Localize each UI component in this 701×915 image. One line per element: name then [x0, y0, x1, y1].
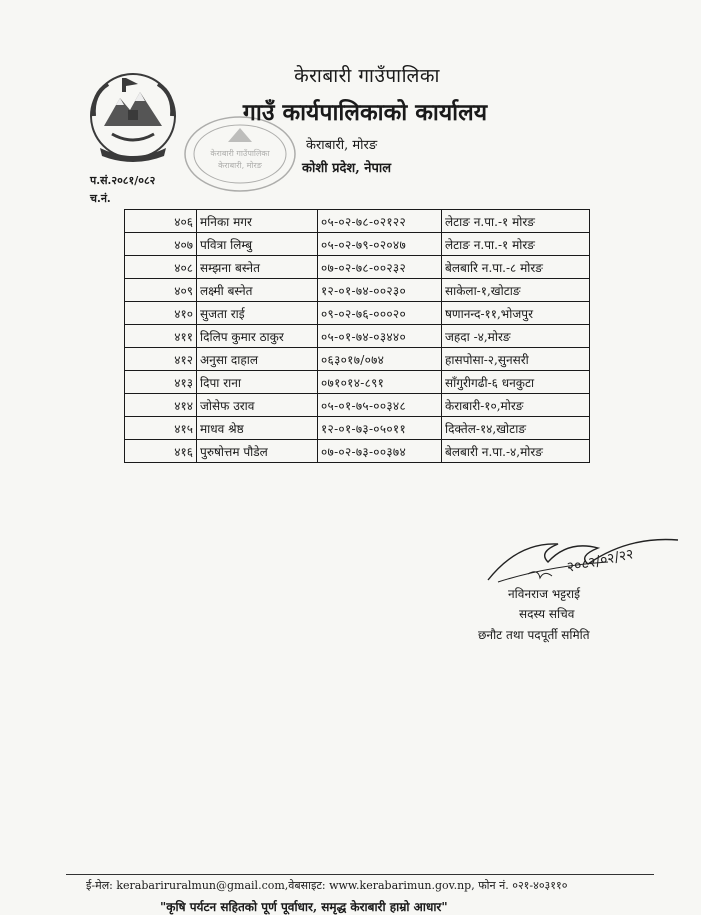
address-cell: लेटाङ न.पा.-१ मोरङ [442, 210, 590, 233]
serial-cell: ४०६ [125, 210, 197, 233]
address-cell: साकेला-१,खोटाङ [442, 279, 590, 302]
name-cell: माधव श्रेष्ठ [197, 417, 318, 440]
name-cell: जोसेफ उराव [197, 394, 318, 417]
serial-cell: ४१५ [125, 417, 197, 440]
candidate-table [124, 209, 590, 463]
name-cell: अनुसा दाहाल [197, 348, 318, 371]
svg-text:केराबारी, मोरङ: केराबारी, मोरङ [218, 161, 262, 170]
address-cell: केराबारी-१०,मोरङ [442, 394, 590, 417]
table-row [125, 371, 590, 394]
serial-cell: ४११ [125, 325, 197, 348]
address-line-2: कोशी प्रदेश, नेपाल [302, 161, 392, 176]
table-row [125, 210, 590, 233]
municipality-name: केराबारी गाउँपालिका [294, 65, 440, 87]
svg-text:केराबारी गाउँपालिका: केराबारी गाउँपालिका [210, 149, 270, 158]
serial-cell: ४१४ [125, 394, 197, 417]
citizenship-cell: ०७१०१४-८९१ [318, 371, 442, 394]
nepal-government-emblem-icon [82, 64, 184, 166]
name-cell: लक्ष्मी बस्नेत [197, 279, 318, 302]
citizenship-cell: ०६३०१७/०७४ [318, 348, 442, 371]
footer-divider [66, 874, 654, 875]
table-row [125, 417, 590, 440]
citizenship-cell: ०५-०१-७४-०३४४० [318, 325, 442, 348]
office-title: गाउँ कार्यपालिकाको कार्यालय [242, 99, 488, 126]
footer-slogan: "कृषि पर्यटन सहितको पूर्ण पूर्वाधार, समृद्ध केराबारी हाम्रो आधार" [160, 900, 448, 914]
dispatch-number: च.नं. [90, 192, 111, 205]
address-cell: बेलबारि न.पा.-८ मोरङ [442, 256, 590, 279]
serial-cell: ४१३ [125, 371, 197, 394]
serial-cell: ४०९ [125, 279, 197, 302]
serial-cell: ४१६ [125, 440, 197, 463]
footer-contact: ई-मेल: kerabariruralmun@gmail.com,वेबसाइट: www.kerabarimun.gov.np, फोन नं. ०२१-४०३११० [86, 879, 568, 892]
citizenship-cell: ०९-०२-७६-०००२० [318, 302, 442, 325]
citizenship-cell: ०५-०२-७८-०२१२२ [318, 210, 442, 233]
serial-cell: ४१० [125, 302, 197, 325]
signatory-role: सदस्य सचिव [519, 607, 575, 621]
address-cell: साँगुरीगढी-६ धनकुटा [442, 371, 590, 394]
citizenship-cell: ०७-०२-७८-००२३२ [318, 256, 442, 279]
citizenship-cell: १२-०१-७३-०५०११ [318, 417, 442, 440]
signature-date: २०८२/०२/२२ [565, 546, 636, 576]
citizenship-cell: १२-०१-७४-००२३० [318, 279, 442, 302]
committee-name: छनौट तथा पदपूर्ती समिति [478, 628, 590, 642]
name-cell: दिपा राना [197, 371, 318, 394]
table-row [125, 440, 590, 463]
name-cell: पुरुषोत्तम पौडेल [197, 440, 318, 463]
reference-number: प.सं.२०८१/०८२ [90, 174, 156, 187]
serial-cell: ४१२ [125, 348, 197, 371]
citizenship-cell: ०५-०१-७५-००३४८ [318, 394, 442, 417]
address-line-1: केराबारी, मोरङ [306, 138, 378, 153]
table-row [125, 302, 590, 325]
address-cell: जहदा -४,मोरङ [442, 325, 590, 348]
table-row [125, 279, 590, 302]
table-row [125, 256, 590, 279]
name-cell: मनिका मगर [197, 210, 318, 233]
table-row [125, 348, 590, 371]
name-cell: सुजता राई [197, 302, 318, 325]
name-cell: दिलिप कुमार ठाकुर [197, 325, 318, 348]
table-row [125, 233, 590, 256]
name-cell: सम्झना बस्नेत [197, 256, 318, 279]
address-cell: दिक्तेल-१४,खोटाङ [442, 417, 590, 440]
address-cell: षणानन्द-११,भोजपुर [442, 302, 590, 325]
serial-cell: ४०७ [125, 233, 197, 256]
citizenship-cell: ०५-०२-७९-०२०४७ [318, 233, 442, 256]
signatory-name: नविनराज भट्टराई [508, 587, 581, 601]
address-cell: हासपोसा-२,सुनसरी [442, 348, 590, 371]
serial-cell: ४०८ [125, 256, 197, 279]
table-row [125, 394, 590, 417]
citizenship-cell: ०७-०२-७३-००३७४ [318, 440, 442, 463]
address-cell: बेलबारी न.पा.-४,मोरङ [442, 440, 590, 463]
name-cell: पवित्रा लिम्बु [197, 233, 318, 256]
table-row [125, 325, 590, 348]
address-cell: लेटाङ न.पा.-१ मोरङ [442, 233, 590, 256]
